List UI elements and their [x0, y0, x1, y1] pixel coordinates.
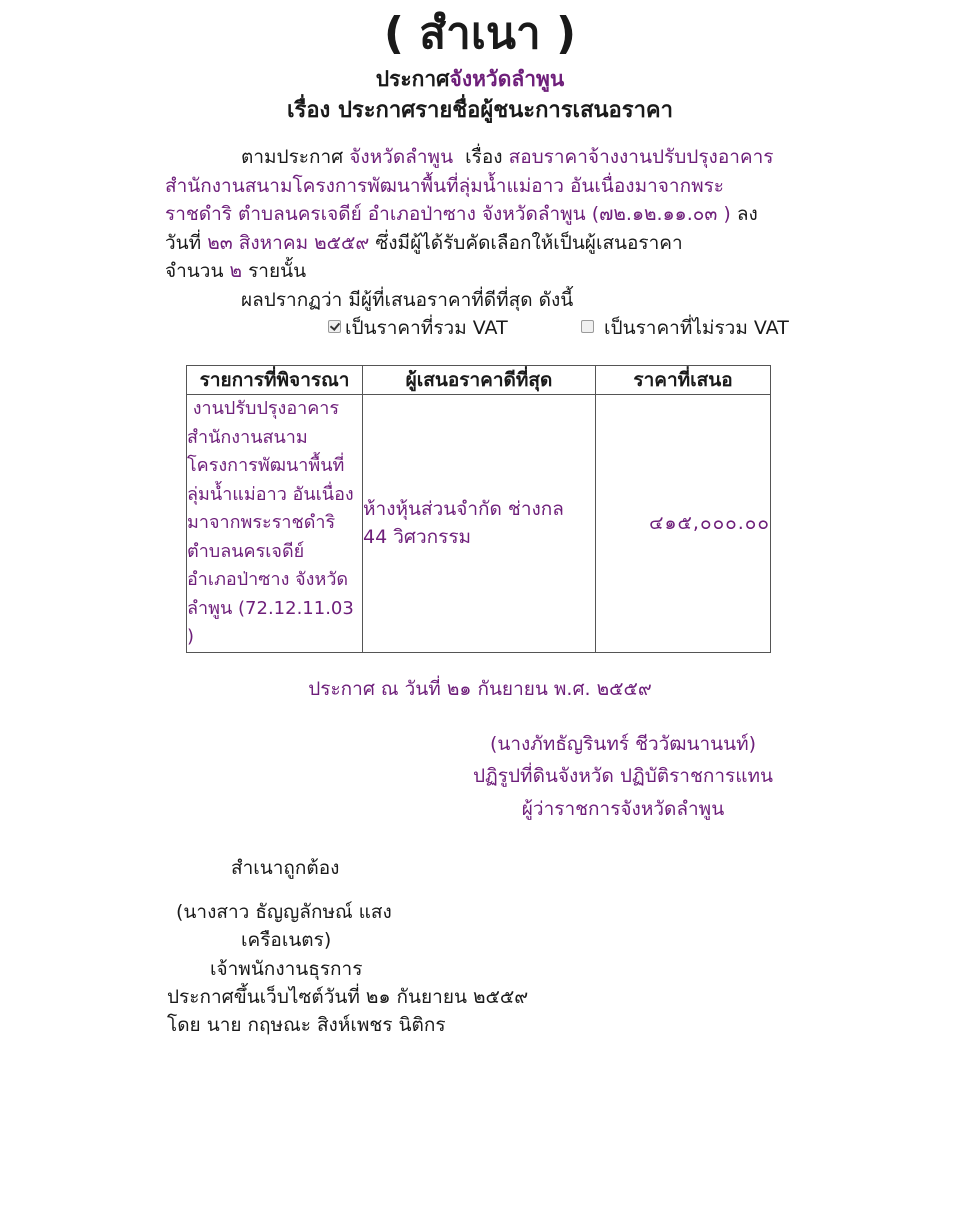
body-line-4: วันที่ ๒๓ สิงหาคม ๒๕๕๙ ซึ่งมีผู้ได้รับคัดเลือกให้เป็นผู้เสนอราคา — [165, 232, 683, 254]
body-line-2: สำนักงานสนามโครงการพัฒนาพื้นที่ลุ่มน้ำแม่อาว อันเนื่องมาจากพระ — [165, 175, 725, 197]
body-line-3: ราชดำริ ตำบลนครเจดีย์ อำเภอป่าซาง จังหวัดลำพูน (๗๒.๑๒.๑๑.๐๓ ) ลง — [165, 203, 758, 225]
vat-excluded-option[interactable] — [581, 314, 789, 342]
announcement-prefix: ประกาศ — [375, 67, 450, 91]
certified-copy-label: สำเนาถูกต้อง — [231, 857, 340, 879]
price-cell: ๔๑๕,๐๐๐.๐๐ — [596, 395, 771, 653]
header-price: ราคาที่เสนอ — [596, 366, 771, 395]
table-header-row — [187, 366, 771, 395]
vat-included-option[interactable] — [328, 314, 508, 342]
signatory-position: ปฏิรูปที่ดินจังหวัด ปฏิบัติราชการแทน — [472, 765, 774, 787]
document-copy-title: ( สำเนา ) — [383, 8, 577, 59]
signatory-name: (นางภัทธัญรินทร์ ชีววัฒนานนท์) — [489, 733, 757, 755]
certifier-name-line1: (นางสาว ธัญญลักษณ์ แสง — [176, 901, 392, 923]
certifier-position: เจ้าพนักงานธุรการ — [210, 958, 363, 980]
header-item: รายการที่พิจารณา — [187, 366, 363, 395]
item-cell: งานปรับปรุงอาคาร สำนักงานสนาม โครงการพัฒนาพื้นที่ ลุ่มน้ำแม่อาว อันเนื่อง มาจากพระราชดำริ ตำบลนครเจดีย์ อำเภอป่าซาง จังหวัด ลำพูน (72.12.11.03 ) — [187, 395, 363, 653]
province-name: จังหวัดลำพูน — [449, 67, 565, 91]
bid-result-table — [186, 365, 771, 653]
vat-excluded-checkbox[interactable] — [581, 320, 594, 333]
body-line-5: จำนวน ๒ รายนั้น — [165, 260, 307, 282]
certifier-name-line2: เครือเนตร) — [241, 929, 332, 951]
vat-excluded-label: เป็นราคาที่ไม่รวม VAT — [604, 317, 789, 339]
vat-included-label: เป็นราคาที่รวม VAT — [345, 317, 508, 339]
vat-included-checkbox[interactable] — [328, 320, 341, 333]
announcement-subject: เรื่อง ประกาศรายชื่อผู้ชนะการเสนอราคา — [287, 98, 673, 123]
signatory-authority: ผู้ว่าราชการจังหวัดลำพูน — [521, 798, 725, 820]
header-bidder: ผู้เสนอราคาดีที่สุด — [363, 366, 596, 395]
bidder-cell: ห้างหุ้นส่วนจำกัด ช่างกล 44 วิศวกรรม — [363, 395, 596, 653]
posted-date-line: ประกาศขึ้นเว็บไซต์วันที่ ๒๑ กันยายน ๒๕๕๙ — [167, 986, 529, 1008]
table-row — [187, 395, 771, 653]
body-line-1: ตามประกาศ จังหวัดลำพูน เรื่อง สอบราคาจ้างงานปรับปรุงอาคาร — [241, 146, 774, 168]
body-line-6: ผลปรากฏว่า มีผู้ที่เสนอราคาที่ดีที่สุด ดังนี้ — [241, 289, 574, 311]
announce-date: ประกาศ ณ วันที่ ๒๑ กันยายน พ.ศ. ๒๕๕๙ — [308, 678, 652, 700]
posted-by-line: โดย นาย กฤษณะ สิงห์เพชร นิติกร — [167, 1014, 446, 1036]
announcement-heading — [0, 64, 940, 94]
